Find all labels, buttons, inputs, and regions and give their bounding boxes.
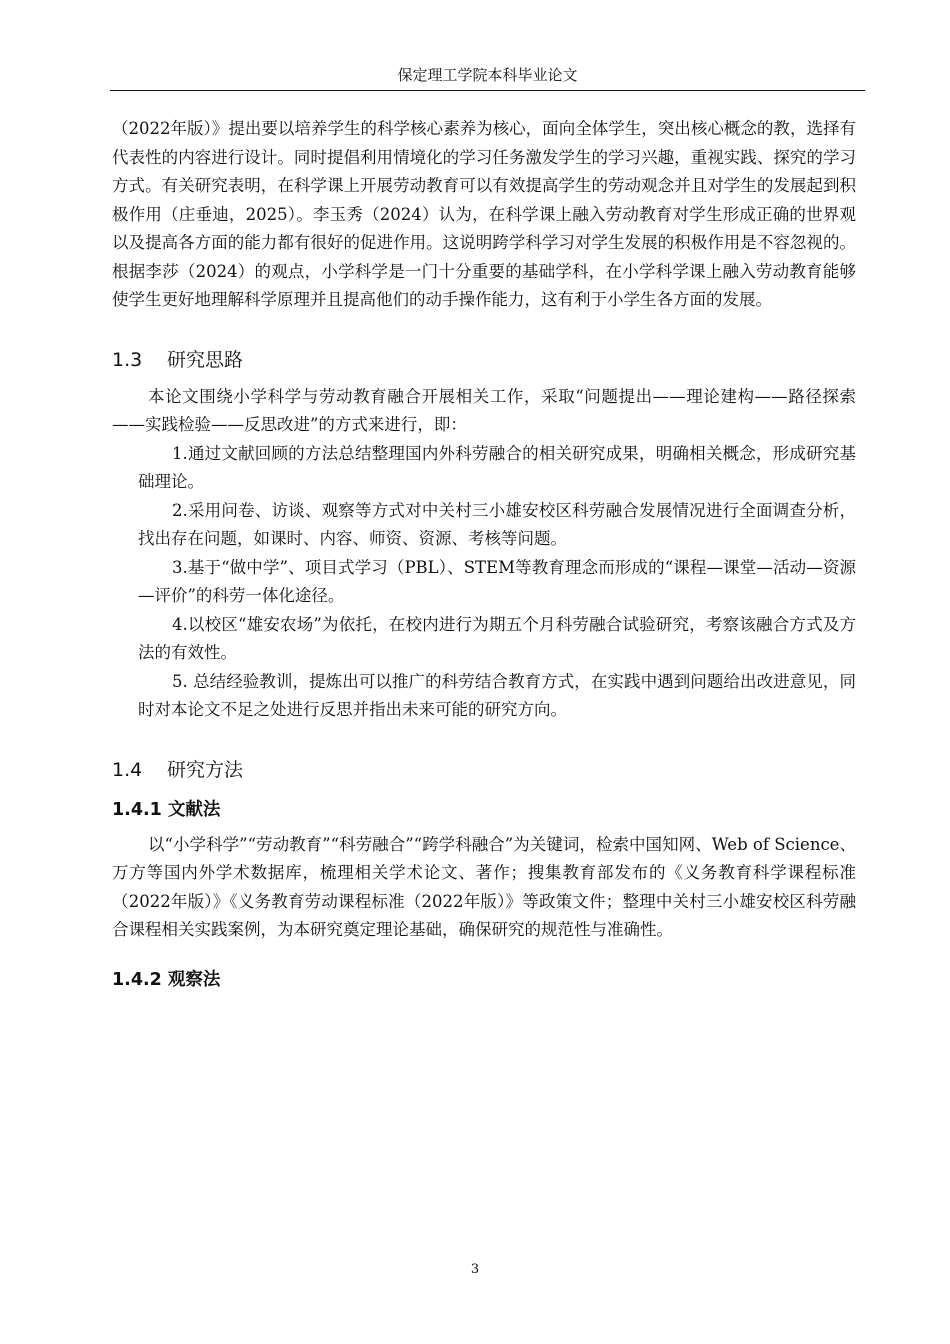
page-header: 保定理工学院本科毕业论文 — [397, 66, 578, 84]
subsection-heading-1-4-1: 1.4.1 文献法 — [112, 799, 221, 820]
section-title: 研究思路 — [167, 348, 244, 371]
list-item: 4.以校区“雄安农场”为依托，在校内进行为期五个月科劳融合试验研究，考察该融合方式及方法的有效性。 — [138, 614, 856, 662]
section-number: 1.3 — [112, 348, 143, 371]
list-item: 3.基于“做中学”、项目式学习（PBL）、STEM等教育理念而形成的“课程—课堂—活动—资源—评价”的科劳一体化途径。 — [138, 557, 856, 605]
section-heading-1-4 — [112, 757, 856, 783]
header-divider — [110, 90, 865, 91]
subsection-paragraph: 以“小学科学”“劳动教育”“科劳融合”“跨学科融合”为关键词，检索中国知网、Web of Science、万方等国内外学术数据库，梳理相关学术论文、著作；搜集教育部发布的《义务教育科学课程标准（2022年版）》《义务教育劳动课程标准（2022年版）》等政策文件；整理中关村三小雄安校区科劳融合课程相关实践案例，为本研究奠定理论基础，确保研究的规范性与准确性。 — [112, 834, 856, 939]
section-number: 1.4 — [112, 758, 143, 781]
section-title: 研究方法 — [167, 758, 244, 781]
subsection-heading-1-4-2: 1.4.2 观察法 — [112, 969, 221, 990]
list-item: 2.采用问卷、访谈、观察等方式对中关村三小雄安校区科劳融合发展情况进行全面调查分析，找出存在问题，如课时、内容、师资、资源、考核等问题。 — [138, 500, 856, 548]
intro-paragraph: （2022年版）》提出要以培养学生的科学核心素养为核心，面向全体学生，突出核心概念的教，选择有代表性的内容进行设计。同时提倡利用情境化的学习任务激发学生的学习兴趣，重视实践、探究的学习方式。有关研究表明，在科学课上开展劳动教育可以有效提高学生的劳动观念并且对学生的发展起到积极作用（庄垂迪，2025）。李玉秀（2024）认为，在科学课上融入劳动教育对学生形成正确的世界观以及提高各方面的能力都有很好的促进作用。这说明跨学科学习对学生发展的积极作用是不容忽视的。根据李莎（2024）的观点，小学科学是一门十分重要的基础学科，在小学科学课上融入劳动教育能够使学生更好地理解科学原理并且提高他们的动手操作能力，这有利于小学生各方面的发展。 — [112, 119, 856, 309]
page-number: 3 — [470, 1262, 480, 1277]
list-item: 1.通过文献回顾的方法总结整理国内外科劳融合的相关研究成果，明确相关概念，形成研究基础理论。 — [138, 443, 856, 491]
section-heading-1-3 — [112, 347, 856, 373]
list-item: 5. 总结经验教训，提炼出可以推广的科劳结合教育方式，在实践中遇到问题给出改进意见，同时对本论文不足之处进行反思并指出未来可能的研究方向。 — [138, 671, 856, 719]
section-lead-paragraph: 本论文围绕小学科学与劳动教育融合开展相关工作，采取“问题提出——理论建构——路径探索——实践检验——反思改进”的方式来进行，即： — [112, 386, 856, 434]
page-content — [112, 115, 856, 1001]
